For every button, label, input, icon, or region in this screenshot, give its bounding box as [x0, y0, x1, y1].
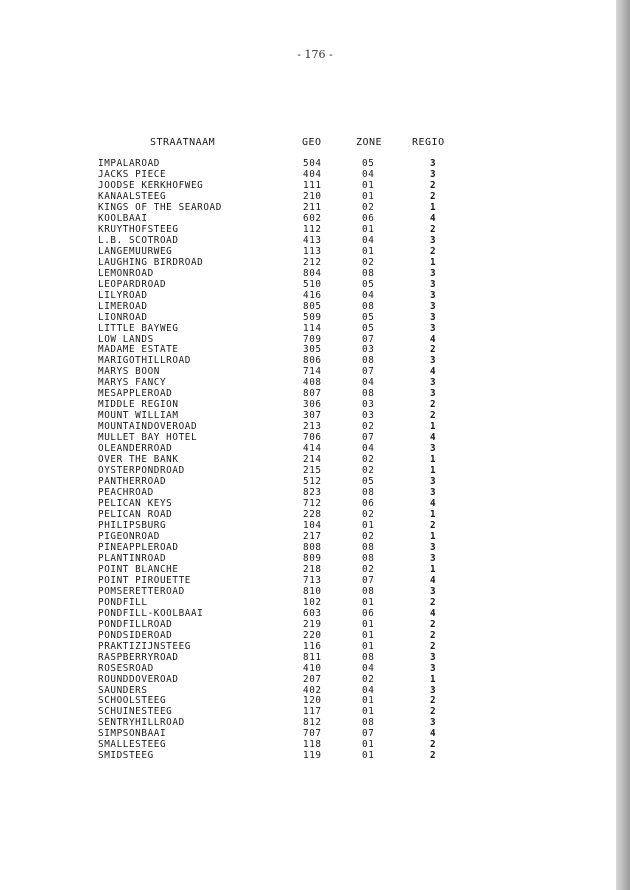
- zone-code: 02: [362, 509, 375, 520]
- table-row: [0, 476, 630, 487]
- street-name: MARIGOTHILLROAD: [98, 355, 191, 367]
- zone-code: 08: [362, 541, 375, 553]
- table-row: [0, 575, 630, 586]
- zone-code: 02: [362, 201, 375, 213]
- geo-code: 228: [303, 509, 322, 520]
- regio-code: 2: [430, 596, 437, 608]
- table-row: [0, 421, 630, 432]
- geo-code: 810: [303, 585, 322, 597]
- geo-code: 218: [303, 563, 322, 575]
- zone-code: 04: [362, 443, 375, 455]
- table-row: [0, 377, 630, 388]
- street-name: SCHOOLSTEEG: [98, 695, 167, 707]
- zone-code: 05: [362, 311, 375, 323]
- zone-code: 08: [362, 355, 375, 367]
- street-name: PANTHERROAD: [98, 476, 167, 488]
- street-name: SMIDSTEEG: [98, 750, 154, 762]
- regio-code: 3: [430, 300, 437, 312]
- table-row: [0, 685, 630, 696]
- geo-code: 214: [303, 454, 322, 466]
- geo-code: 806: [303, 355, 322, 367]
- zone-code: 02: [362, 673, 375, 685]
- header-regio: REGIO: [412, 137, 445, 148]
- zone-code: 01: [362, 223, 375, 235]
- regio-code: 2: [430, 179, 437, 191]
- geo-code: 713: [303, 574, 322, 586]
- regio-code: 4: [430, 366, 437, 378]
- regio-code: 3: [430, 443, 437, 455]
- regio-code: 3: [430, 651, 437, 663]
- regio-code: 2: [430, 399, 437, 411]
- zone-code: 04: [362, 289, 375, 301]
- zone-code: 02: [362, 421, 375, 433]
- table-row: [0, 246, 630, 257]
- regio-code: 3: [430, 289, 437, 301]
- table-row: [0, 334, 630, 345]
- street-name: KOOLBAAI: [98, 212, 148, 224]
- table-row: [0, 268, 630, 279]
- table-row: [0, 641, 630, 652]
- street-name: POINT PIROUETTE: [98, 574, 191, 586]
- geo-code: 307: [303, 410, 322, 422]
- street-table: [0, 158, 630, 761]
- regio-code: 2: [430, 223, 437, 235]
- street-name: SAUNDERS: [98, 684, 148, 696]
- street-name: LEMONROAD: [98, 267, 154, 279]
- zone-code: 03: [362, 410, 375, 422]
- geo-code: 707: [303, 728, 322, 740]
- regio-code: 1: [430, 421, 437, 433]
- regio-code: 4: [430, 432, 437, 444]
- regio-code: 4: [430, 574, 437, 586]
- geo-code: 215: [303, 465, 322, 477]
- geo-code: 114: [303, 322, 322, 334]
- regio-code: 1: [430, 201, 437, 213]
- zone-code: 01: [362, 179, 375, 191]
- table-row: [0, 279, 630, 290]
- zone-code: 01: [362, 618, 375, 630]
- street-name: LIMEROAD: [98, 300, 148, 312]
- regio-code: 4: [430, 498, 437, 510]
- table-row: [0, 520, 630, 531]
- table-row: [0, 180, 630, 191]
- geo-code: 305: [303, 344, 322, 356]
- zone-code: 08: [362, 717, 375, 729]
- geo-code: 805: [303, 300, 322, 312]
- geo-code: 111: [303, 179, 322, 191]
- table-row: [0, 509, 630, 520]
- street-name: MARYS FANCY: [98, 377, 167, 389]
- geo-code: 119: [303, 750, 322, 762]
- zone-code: 05: [362, 476, 375, 488]
- street-name: PELICAN ROAD: [98, 509, 173, 520]
- street-name: KRUYTHOFSTEEG: [98, 223, 179, 235]
- geo-code: 220: [303, 629, 322, 641]
- street-name: PONDSIDEROAD: [98, 629, 173, 641]
- regio-code: 2: [430, 245, 437, 257]
- geo-code: 102: [303, 596, 322, 608]
- zone-code: 05: [362, 278, 375, 290]
- street-name: MOUNTAINDOVEROAD: [98, 421, 198, 433]
- geo-code: 510: [303, 278, 322, 290]
- zone-code: 01: [362, 190, 375, 202]
- table-row: [0, 257, 630, 268]
- street-name: PONDFILL: [98, 596, 148, 608]
- regio-code: 3: [430, 234, 437, 246]
- zone-code: 02: [362, 256, 375, 268]
- zone-code: 08: [362, 585, 375, 597]
- street-name: PHILIPSBURG: [98, 519, 167, 531]
- geo-code: 402: [303, 684, 322, 696]
- geo-code: 306: [303, 399, 322, 411]
- street-name: IMPALAROAD: [98, 158, 160, 169]
- street-name: SIMPSONBAAI: [98, 728, 167, 740]
- zone-code: 01: [362, 640, 375, 652]
- table-row: [0, 706, 630, 717]
- geo-code: 113: [303, 245, 322, 257]
- zone-code: 03: [362, 399, 375, 411]
- street-name: KINGS OF THE SEAROAD: [98, 201, 222, 213]
- regio-code: 3: [430, 585, 437, 597]
- zone-code: 01: [362, 519, 375, 531]
- table-row: [0, 355, 630, 366]
- street-name: SENTRYHILLROAD: [98, 717, 185, 729]
- table-row: [0, 750, 630, 761]
- regio-code: 3: [430, 158, 437, 169]
- header-zone: ZONE: [356, 137, 383, 148]
- street-name: PELICAN KEYS: [98, 498, 173, 510]
- regio-code: 1: [430, 563, 437, 575]
- zone-code: 07: [362, 432, 375, 444]
- geo-code: 807: [303, 388, 322, 400]
- regio-code: 2: [430, 344, 437, 356]
- regio-code: 2: [430, 618, 437, 630]
- geo-code: 603: [303, 607, 322, 619]
- geo-code: 104: [303, 519, 322, 531]
- table-row: [0, 542, 630, 553]
- zone-code: 08: [362, 651, 375, 663]
- regio-code: 2: [430, 750, 437, 762]
- regio-code: 3: [430, 267, 437, 279]
- zone-code: 08: [362, 552, 375, 564]
- regio-code: 3: [430, 487, 437, 499]
- geo-code: 706: [303, 432, 322, 444]
- regio-code: 3: [430, 684, 437, 696]
- geo-code: 408: [303, 377, 322, 389]
- table-row: [0, 695, 630, 706]
- table-row: [0, 498, 630, 509]
- regio-code: 3: [430, 717, 437, 729]
- street-name: ROSESROAD: [98, 662, 154, 674]
- regio-code: 4: [430, 728, 437, 740]
- geo-code: 414: [303, 443, 322, 455]
- street-name: JOODSE KERKHOFWEG: [98, 179, 204, 191]
- regio-code: 2: [430, 519, 437, 531]
- zone-code: 07: [362, 728, 375, 740]
- table-row: [0, 432, 630, 443]
- geo-code: 116: [303, 640, 322, 652]
- geo-code: 213: [303, 421, 322, 433]
- street-name: POINT BLANCHE: [98, 563, 179, 575]
- street-name: PINEAPPLEROAD: [98, 541, 179, 553]
- zone-code: 04: [362, 234, 375, 246]
- zone-code: 02: [362, 530, 375, 542]
- street-name: LILYROAD: [98, 289, 148, 301]
- table-row: [0, 213, 630, 224]
- table-row: [0, 443, 630, 454]
- zone-code: 08: [362, 267, 375, 279]
- geo-code: 120: [303, 695, 322, 707]
- zone-code: 04: [362, 662, 375, 674]
- regio-code: 1: [430, 673, 437, 685]
- regio-code: 3: [430, 541, 437, 553]
- regio-code: 3: [430, 355, 437, 367]
- regio-code: 3: [430, 552, 437, 564]
- regio-code: 3: [430, 322, 437, 334]
- table-row: [0, 728, 630, 739]
- zone-code: 01: [362, 245, 375, 257]
- street-name: JACKS PIECE: [98, 168, 167, 180]
- table-row: [0, 399, 630, 410]
- table-row: [0, 717, 630, 728]
- street-name: PIGEONROAD: [98, 530, 160, 542]
- street-name: L.B. SCOTROAD: [98, 234, 179, 246]
- geo-code: 404: [303, 168, 322, 180]
- table-row: [0, 465, 630, 476]
- geo-code: 504: [303, 158, 322, 169]
- street-name: KANAALSTEEG: [98, 190, 167, 202]
- zone-code: 06: [362, 212, 375, 224]
- street-name: PONDFILL-KOOLBAAI: [98, 607, 204, 619]
- street-name: ROUNDDOVEROAD: [98, 673, 179, 685]
- table-row: [0, 202, 630, 213]
- table-row: [0, 301, 630, 312]
- regio-code: 3: [430, 388, 437, 400]
- table-row: [0, 388, 630, 399]
- zone-code: 04: [362, 377, 375, 389]
- table-row: [0, 652, 630, 663]
- street-name: PONDFILLROAD: [98, 618, 173, 630]
- zone-code: 07: [362, 574, 375, 586]
- regio-code: 2: [430, 190, 437, 202]
- zone-code: 04: [362, 684, 375, 696]
- zone-code: 08: [362, 388, 375, 400]
- geo-code: 212: [303, 256, 322, 268]
- table-row: [0, 619, 630, 630]
- table-row: [0, 597, 630, 608]
- street-name: MADAME ESTATE: [98, 344, 179, 356]
- regio-code: 1: [430, 454, 437, 466]
- regio-code: 2: [430, 695, 437, 707]
- regio-code: 1: [430, 530, 437, 542]
- table-row: [0, 531, 630, 542]
- table-row: [0, 739, 630, 750]
- regio-code: 1: [430, 509, 437, 520]
- geo-code: 410: [303, 662, 322, 674]
- geo-code: 112: [303, 223, 322, 235]
- regio-code: 4: [430, 212, 437, 224]
- regio-code: 2: [430, 706, 437, 718]
- table-row: [0, 553, 630, 564]
- street-name: OYSTERPONDROAD: [98, 465, 185, 477]
- street-name: LANGEMUURWEG: [98, 245, 173, 257]
- street-name: SCHUINESTEEG: [98, 706, 173, 718]
- table-row: [0, 586, 630, 597]
- table-row: [0, 487, 630, 498]
- page-number: - 176 -: [297, 48, 333, 61]
- geo-code: 714: [303, 366, 322, 378]
- geo-code: 413: [303, 234, 322, 246]
- regio-code: 3: [430, 311, 437, 323]
- geo-code: 812: [303, 717, 322, 729]
- table-row: [0, 235, 630, 246]
- zone-code: 02: [362, 563, 375, 575]
- zone-code: 05: [362, 322, 375, 334]
- street-name: SMALLESTEEG: [98, 739, 167, 751]
- table-row: [0, 224, 630, 235]
- regio-code: 2: [430, 739, 437, 751]
- table-row: [0, 323, 630, 334]
- regio-code: 3: [430, 278, 437, 290]
- regio-code: 1: [430, 256, 437, 268]
- street-name: OLEANDERROAD: [98, 443, 173, 455]
- street-name: MULLET BAY HOTEL: [98, 432, 198, 444]
- table-row: [0, 169, 630, 180]
- regio-code: 4: [430, 607, 437, 619]
- table-row: [0, 158, 630, 169]
- zone-code: 02: [362, 465, 375, 477]
- geo-code: 602: [303, 212, 322, 224]
- regio-code: 1: [430, 465, 437, 477]
- street-name: LITTLE BAYWEG: [98, 322, 179, 334]
- street-name: PRAKTIZIJNSTEEG: [98, 640, 191, 652]
- geo-code: 808: [303, 541, 322, 553]
- street-name: RASPBERRYROAD: [98, 651, 179, 663]
- street-name: MESAPPLEROAD: [98, 388, 173, 400]
- geo-code: 211: [303, 201, 322, 213]
- street-name: OVER THE BANK: [98, 454, 179, 466]
- geo-code: 509: [303, 311, 322, 323]
- regio-code: 3: [430, 377, 437, 389]
- header-straatnaam: STRAATNAAM: [150, 137, 216, 148]
- street-name: MOUNT WILLIAM: [98, 410, 179, 422]
- geo-code: 709: [303, 333, 322, 345]
- zone-code: 04: [362, 168, 375, 180]
- zone-code: 05: [362, 158, 375, 169]
- table-row: [0, 663, 630, 674]
- geo-code: 809: [303, 552, 322, 564]
- street-name: PEACHROAD: [98, 487, 154, 499]
- table-row: [0, 344, 630, 355]
- street-name: LOW LANDS: [98, 333, 154, 345]
- geo-code: 118: [303, 739, 322, 751]
- zone-code: 01: [362, 739, 375, 751]
- street-name: MIDDLE REGION: [98, 399, 179, 411]
- table-row: [0, 564, 630, 575]
- regio-code: 4: [430, 333, 437, 345]
- table-row: [0, 312, 630, 323]
- zone-code: 01: [362, 706, 375, 718]
- regio-code: 2: [430, 629, 437, 641]
- zone-code: 01: [362, 750, 375, 762]
- geo-code: 210: [303, 190, 322, 202]
- table-row: [0, 366, 630, 377]
- street-name: LEOPARDROAD: [98, 278, 167, 290]
- geo-code: 219: [303, 618, 322, 630]
- table-row: [0, 290, 630, 301]
- street-name: LIONROAD: [98, 311, 148, 323]
- table-row: [0, 410, 630, 421]
- table-row: [0, 191, 630, 202]
- geo-code: 117: [303, 706, 322, 718]
- table-row: [0, 674, 630, 685]
- table-row: [0, 454, 630, 465]
- zone-code: 01: [362, 596, 375, 608]
- header-geo: GEO: [302, 137, 322, 148]
- zone-code: 08: [362, 487, 375, 499]
- zone-code: 02: [362, 454, 375, 466]
- regio-code: 2: [430, 640, 437, 652]
- regio-code: 3: [430, 168, 437, 180]
- zone-code: 07: [362, 333, 375, 345]
- zone-code: 06: [362, 607, 375, 619]
- zone-code: 07: [362, 366, 375, 378]
- street-name: LAUGHING BIRDROAD: [98, 256, 204, 268]
- geo-code: 207: [303, 673, 322, 685]
- geo-code: 712: [303, 498, 322, 510]
- street-name: POMSERETTEROAD: [98, 585, 185, 597]
- zone-code: 03: [362, 344, 375, 356]
- regio-code: 2: [430, 410, 437, 422]
- regio-code: 3: [430, 662, 437, 674]
- table-row: [0, 608, 630, 619]
- geo-code: 512: [303, 476, 322, 488]
- zone-code: 08: [362, 300, 375, 312]
- geo-code: 416: [303, 289, 322, 301]
- geo-code: 804: [303, 267, 322, 279]
- zone-code: 01: [362, 629, 375, 641]
- geo-code: 217: [303, 530, 322, 542]
- regio-code: 3: [430, 476, 437, 488]
- zone-code: 01: [362, 695, 375, 707]
- zone-code: 06: [362, 498, 375, 510]
- table-row: [0, 630, 630, 641]
- geo-code: 823: [303, 487, 322, 499]
- street-name: PLANTINROAD: [98, 552, 167, 564]
- street-name: MARYS BOON: [98, 366, 160, 378]
- geo-code: 811: [303, 651, 322, 663]
